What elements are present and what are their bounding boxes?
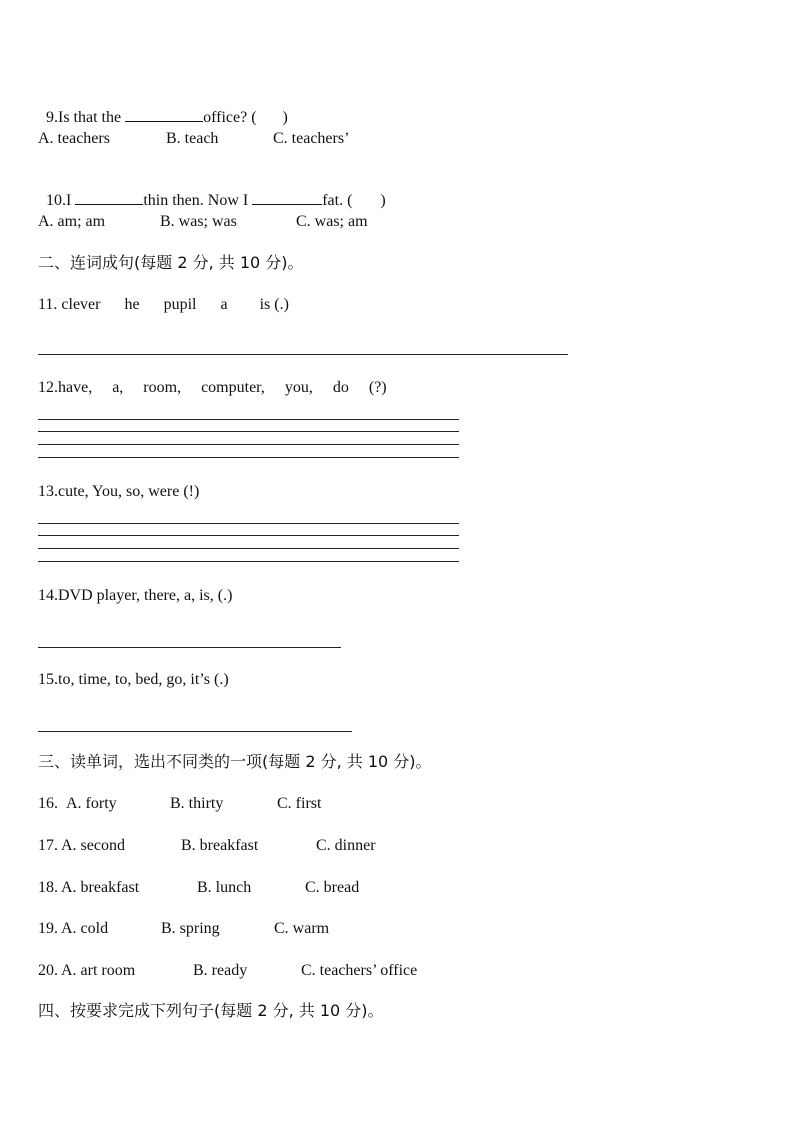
option-a[interactable]: A. am; am	[38, 213, 106, 230]
answer-line[interactable]	[38, 731, 352, 732]
option-b[interactable]: B. breakfast	[181, 837, 259, 854]
answer-blank[interactable]	[252, 190, 322, 205]
option-a[interactable]: A. cold	[61, 920, 109, 937]
question-19-number: 19.	[38, 920, 58, 937]
answer-line[interactable]	[38, 354, 568, 355]
question-10-stem	[38, 170, 386, 211]
question-20-number: 20.	[38, 962, 58, 979]
question-text: fat. (	[322, 192, 353, 209]
paren-close: )	[380, 192, 386, 209]
question-16-number: 16.	[38, 795, 58, 812]
question-14: 14.DVD player, there, a, is, (.)	[38, 587, 233, 604]
option-a[interactable]: A. art room	[61, 962, 136, 979]
question-18-number: 18.	[38, 879, 58, 896]
option-b[interactable]: B. thirty	[170, 795, 224, 812]
question-12: 12.have, a, room, computer, you, do (?)	[38, 379, 387, 396]
question-13: 13.cute, You, so, were (!)	[38, 483, 200, 500]
option-c[interactable]: C. teachers’	[273, 130, 350, 147]
paren-close: )	[282, 109, 288, 126]
option-a[interactable]: A. second	[61, 837, 125, 854]
option-c[interactable]: C. first	[277, 795, 322, 812]
option-b[interactable]: B. spring	[161, 920, 220, 937]
question-text: thin then. Now I	[143, 192, 253, 209]
answer-line[interactable]	[38, 523, 459, 524]
answer-blank[interactable]	[75, 190, 143, 205]
answer-line[interactable]	[38, 548, 459, 549]
section-3-heading: 三、读单词，选出不同类的一项(每题 2 分, 共 10 分)。	[38, 752, 432, 771]
option-a[interactable]: A. breakfast	[61, 879, 140, 896]
option-b[interactable]: B. was; was	[160, 213, 237, 230]
option-c[interactable]: C. was; am	[296, 213, 368, 230]
answer-line[interactable]	[38, 535, 459, 536]
section-2-heading: 二、连词成句(每题 2 分, 共 10 分)。	[38, 253, 304, 272]
question-11: 11. clever he pupil a is (.)	[38, 296, 289, 313]
option-c[interactable]: C. bread	[305, 879, 360, 896]
answer-line[interactable]	[38, 431, 459, 432]
question-17-number: 17.	[38, 837, 58, 854]
question-9-stem	[38, 87, 288, 128]
option-c[interactable]: C. teachers’ office	[301, 962, 418, 979]
option-c[interactable]: C. dinner	[316, 837, 376, 854]
option-c[interactable]: C. warm	[274, 920, 330, 937]
option-b[interactable]: B. lunch	[197, 879, 252, 896]
section-4-heading: 四、按要求完成下列句子(每题 2 分, 共 10 分)。	[38, 1001, 384, 1020]
option-a[interactable]: A. forty	[66, 795, 117, 812]
question-text: office? (	[203, 109, 257, 126]
answer-line[interactable]	[38, 561, 459, 562]
question-text: I	[66, 192, 76, 209]
answer-line[interactable]	[38, 457, 459, 458]
option-b[interactable]: B. ready	[193, 962, 248, 979]
option-b[interactable]: B. teach	[166, 130, 219, 147]
answer-line[interactable]	[38, 444, 459, 445]
answer-line[interactable]	[38, 419, 459, 420]
question-number: 10.	[46, 192, 66, 209]
question-text: Is that the	[58, 109, 126, 126]
answer-blank[interactable]	[125, 107, 203, 122]
answer-line[interactable]	[38, 647, 341, 648]
question-number: 9.	[46, 109, 58, 126]
option-a[interactable]: A. teachers	[38, 130, 110, 147]
question-15: 15.to, time, to, bed, go, it’s (.)	[38, 671, 229, 688]
